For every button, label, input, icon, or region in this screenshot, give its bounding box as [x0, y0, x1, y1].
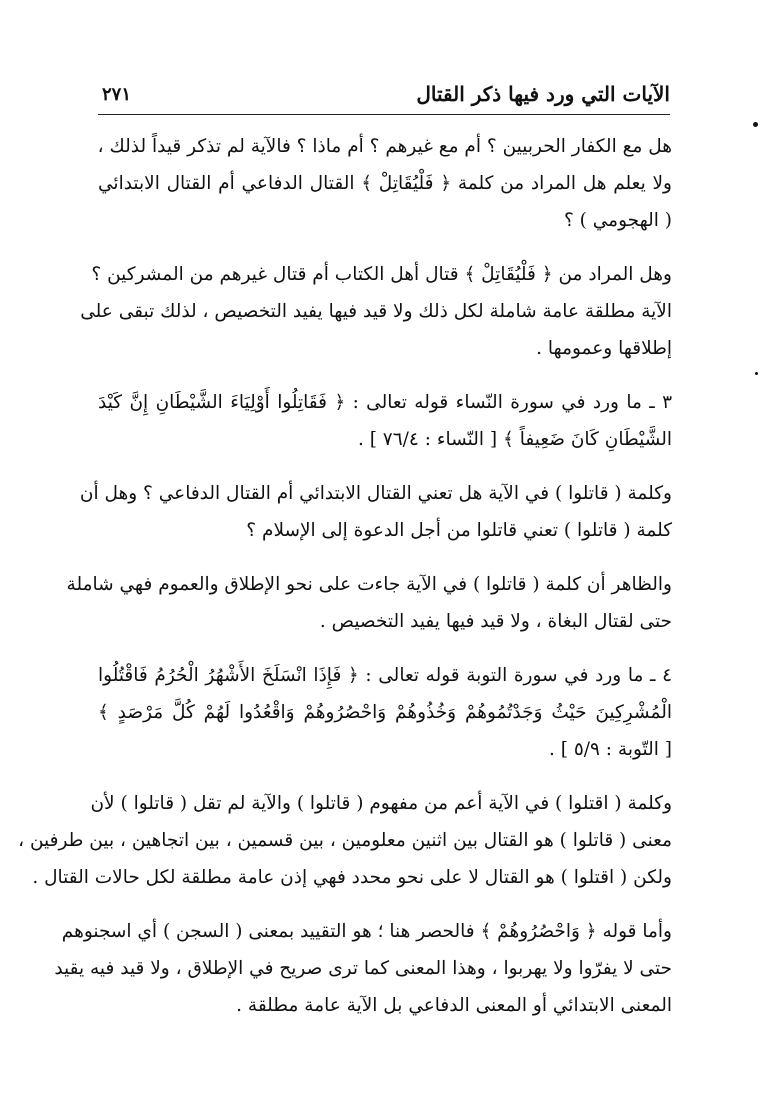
text-line: الآية مطلقة عامة شاملة لكل ذلك ولا قيد فيها يفيد التخصيص ، لذلك تبقى على [80, 301, 672, 322]
text-line: ٣ ـ ما ورد في سورة النّساء قوله تعالى : ﴿ فَقَاتِلُوا أَوْلِيَاءَ الشَّيْطَانِ إِنَّ كَيْدَ [98, 392, 672, 413]
text-line: إطلاقها وعمومها . [536, 338, 672, 359]
paragraph-2 [80, 256, 672, 367]
text-line: ٤ ـ ما ورد في سورة التوبة قوله تعالى : ﴿ فَإِذَا انْسَلَخَ الأَشْهُرُ الْحُرُمُ فَاقْتُلُوا [98, 665, 672, 686]
text-line: [ التّوبة : ٥/٩ ] . [548, 739, 672, 760]
paragraph-6 [98, 657, 672, 768]
text-line: ولكن ( اقتلوا ) هو القتال لا على نحو محدد فهي إذن عامة مطلقة لكل حالات القتال . [32, 867, 672, 888]
text-line: المعنى الابتدائي أو المعنى الدفاعي بل الآية عامة مطلقة . [236, 995, 672, 1016]
text-line: وأما قوله ﴿ وَاحْصُرُوهُمْ ﴾ فالحصر هنا ؛ هو التقييد بمعنى ( السجن ) أي اسجنوهم [61, 921, 672, 942]
paragraph-3 [98, 384, 672, 458]
text-line: حتى لا يفرّوا ولا يهربوا ، وهذا المعنى كما ترى صريح في الإطلاق ، ولا قيد فيه يقيد [54, 958, 672, 979]
paragraph-8 [54, 913, 672, 1024]
text-line: حتى لقتال البغاة ، ولا قيد فيها يفيد التخصيص . [319, 611, 672, 632]
text-line: ولا يعلم هل المراد من كلمة ﴿ فَلْيُقَاتِلْ ﴾ القتال الدفاعي أم القتال الابتدائي [98, 173, 672, 194]
page-number: ٢٧١ [102, 84, 132, 105]
text-line: وكلمة ( اقتلوا ) في الآية أعم من مفهوم ( قاتلوا ) والآية لم تقل ( قاتلوا ) لأن [90, 793, 672, 814]
text-line: وكلمة ( قاتلوا ) في الآية هل تعني القتال الابتدائي أم القتال الدفاعي ؟ وهل أن [79, 483, 672, 504]
text-line: معنى ( قاتلوا ) هو القتال بين اثنين معلومين ، بين قسمين ، بين اتجاهين ، بين طرفين ، [18, 830, 672, 851]
text-line: ( الهجومي ) ؟ [563, 210, 672, 231]
paragraph-4 [79, 475, 672, 549]
body-text [18, 128, 672, 1041]
text-line: الْمُشْرِكِينَ حَيْثُ وَجَدْتُمُوهُمْ وَخُذُوهُمْ وَاحْصُرُوهُمْ وَاقْعُدُوا لَهُمْ كُلَّ مَرْصَدٍ ﴾ [98, 702, 672, 723]
scan-edge-mark [755, 372, 758, 375]
text-line: الشَّيْطَانِ كَانَ ضَعِيفاً ﴾ [ النّساء : ٧٦/٤ ] . [357, 429, 672, 450]
paragraph-7 [18, 785, 672, 896]
text-line: والظاهر أن كلمة ( قاتلوا ) في الآية جاءت على نحو الإطلاق والعموم فهي شاملة [66, 574, 672, 595]
running-header [98, 82, 670, 110]
running-header-title: الآيات التي ورد فيها ذكر القتال [416, 82, 670, 106]
text-line: وهل المراد من ﴿ فَلْيُقَاتِلْ ﴾ قتال أهل الكتاب أم قتال غيرهم من المشركين ؟ [91, 264, 672, 285]
text-line: كلمة ( قاتلوا ) تعني قاتلوا من أجل الدعوة إلى الإسلام ؟ [246, 520, 672, 541]
paragraph-5 [66, 566, 672, 640]
scan-edge-mark [753, 122, 758, 127]
text-line: هل مع الكفار الحربيين ؟ أم مع غيرهم ؟ أم ماذا ؟ فالآية لم تذكر قيداً لذلك ، [97, 136, 672, 157]
header-divider [98, 114, 670, 115]
paragraph-1 [98, 128, 672, 239]
